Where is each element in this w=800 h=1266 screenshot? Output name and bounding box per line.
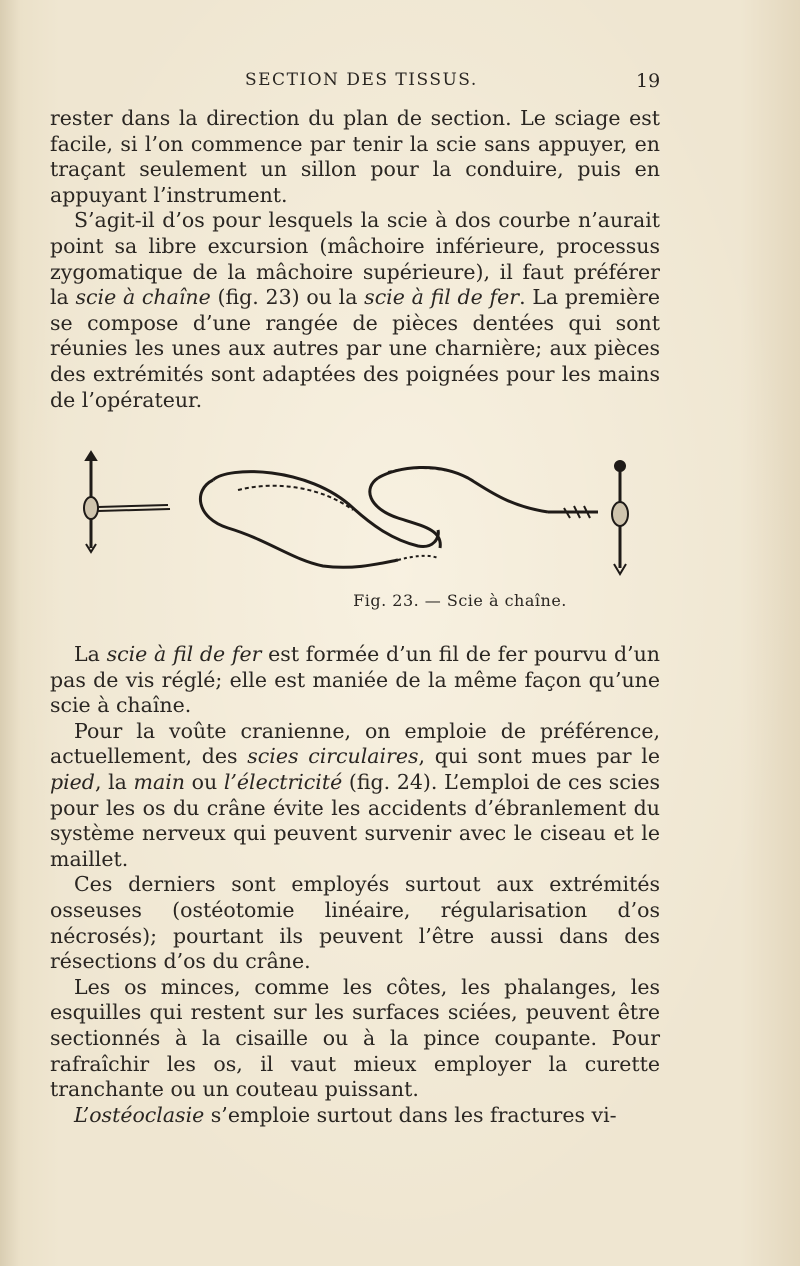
text-run: ou [184,769,224,794]
text-run: s’emploie surtout dans les fractures vi- [204,1102,617,1127]
text-run: est formée d’un fil de fer pourvu d’un pas de vis réglé; elle est maniée de la même façon qu’une scie à chaîne. [50,642,660,718]
italic-term: scie à chaîne [75,285,211,310]
text-block-bottom [50,642,660,1128]
running-head [0,70,800,94]
italic-term: scie à fil de fer [364,285,520,310]
text-run: (fig. 23) ou la [210,285,365,310]
italic-term: L’ostéoclasie [74,1102,205,1127]
page-number: 19 [636,70,661,92]
italic-term: main [133,769,185,794]
paragraph: Les os minces, comme les côtes, les phalanges, les esquilles qui restent sur les surfaces sciées, peuvent être sectionnés à la cisaille ou à la pince coupante. Pour rafraîchir les os, il vaut mieux employer la curette tranchante ou un couteau puissant. [50,974,660,1102]
paragraph [50,719,660,873]
running-head-title: SECTION DES TISSUS. [245,70,478,90]
text-run: . La première se compose d’une rangée de pièces dentées qui sont réunies les unes aux autres par une charnière; aux pièces des extrémités sont adaptées des poignées pour les mains de l’opérateur. [50,285,661,412]
italic-term: pied [50,769,95,794]
paragraph: rester dans la direction du plan de section. Le sciage est facile, si l’on commence par tenir la scie sans appuyer, en traçant seulement un sillon pour la conduire, puis en appuyant l’instrument. [50,106,660,207]
paragraph [50,642,660,719]
italic-term: l’électricité [223,769,343,794]
paragraph [50,1103,660,1129]
text-block-top [50,106,660,413]
figure-caption [0,591,800,610]
text-run: , qui sont mues par le [418,744,660,769]
text-run: , la [94,769,134,794]
italic-term: scie à fil de fer [106,642,262,666]
chain-saw-drawing [78,448,638,598]
text-run: S’agit-il d’os pour lesquels la scie à dos courbe n’aurait point sa libre excursion (mâchoire inférieure, processus zygomatique de la mâchoire supérieure), il faut préférer la [50,208,660,310]
text-run: La [74,642,107,666]
text-run: Pour la voûte cranienne, on emploie de préférence, actuellement, des [50,718,660,769]
figure-caption-text: Fig. 23. — Scie à chaîne. [353,591,567,610]
text-run: (fig. 24). L’emploi de ces scies pour les os du crâne évite les accidents d’ébranlement du système nerveux qui peuvent survenir avec le ciseau et le maillet. [50,769,661,871]
chain-saw-illustration [78,448,638,598]
paragraph: Ces derniers sont employés surtout aux extrémités osseuses (ostéotomie linéaire, régularisation d’os nécrosés); pourtant ils peuvent l’être aussi dans des résections d’os du crâne. [50,872,660,974]
paragraph [50,208,660,413]
italic-term: scies circulaires [247,744,419,769]
